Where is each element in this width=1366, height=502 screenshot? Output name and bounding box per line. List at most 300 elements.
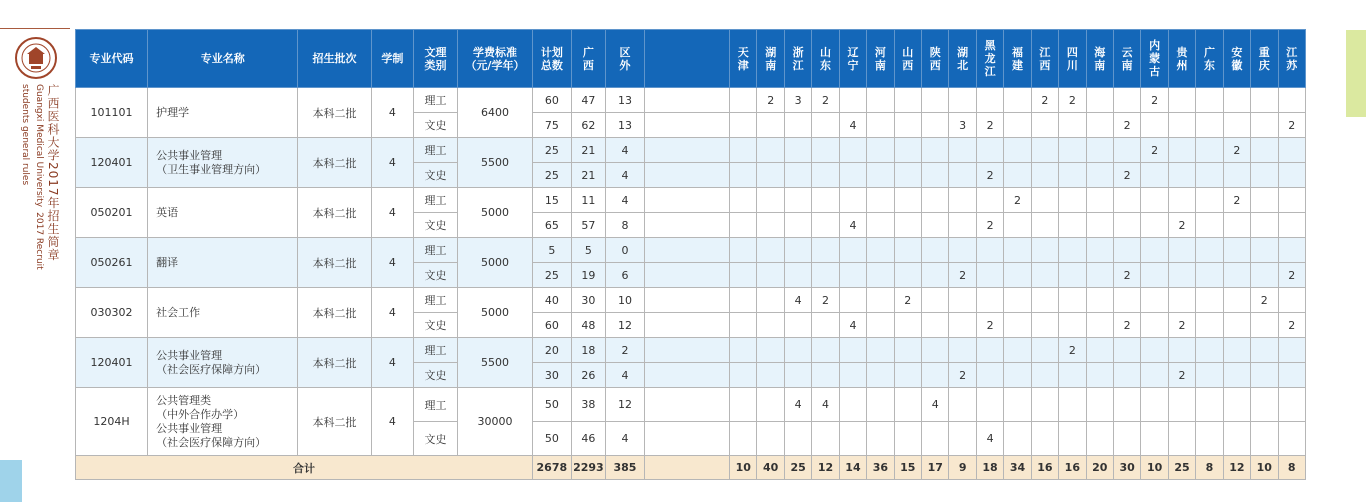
fee: 5000 xyxy=(457,238,532,288)
total-row xyxy=(76,456,1306,480)
header-province: 湖 北 xyxy=(949,30,976,88)
province-count xyxy=(1196,213,1223,238)
province-count xyxy=(1223,313,1250,338)
plan-total: 25 xyxy=(533,138,572,163)
total-province: 16 xyxy=(1031,456,1058,480)
header-outside: 区 外 xyxy=(606,30,645,88)
province-count xyxy=(1113,422,1140,456)
subject-type: 文史 xyxy=(414,422,458,456)
guangxi-count: 21 xyxy=(571,163,606,188)
province-count xyxy=(1031,388,1058,422)
province-count xyxy=(784,363,811,388)
province-count xyxy=(757,188,784,213)
province-count: 2 xyxy=(1278,113,1306,138)
major-name: 翻译 xyxy=(148,238,298,288)
years: 4 xyxy=(371,88,414,138)
province-count xyxy=(1251,313,1278,338)
plan-total: 50 xyxy=(533,422,572,456)
total-province: 9 xyxy=(949,456,976,480)
guangxi-count: 38 xyxy=(571,388,606,422)
province-count xyxy=(1223,238,1250,263)
province-count xyxy=(1278,288,1306,313)
header-spacer xyxy=(644,30,729,88)
province-count xyxy=(867,213,894,238)
major-code: 030302 xyxy=(76,288,148,338)
header-province: 山 东 xyxy=(812,30,839,88)
province-count xyxy=(839,263,866,288)
province-count xyxy=(1004,238,1031,263)
province-count xyxy=(812,163,839,188)
province-count xyxy=(1004,113,1031,138)
province-count xyxy=(976,188,1003,213)
outside-count: 10 xyxy=(606,288,645,313)
province-count xyxy=(1223,388,1250,422)
province-count: 2 xyxy=(1113,163,1140,188)
total-province: 17 xyxy=(922,456,949,480)
header-province: 山 西 xyxy=(894,30,921,88)
fee: 6400 xyxy=(457,88,532,138)
subject-type: 理工 xyxy=(414,138,458,163)
province-count: 2 xyxy=(1059,338,1086,363)
total-province: 40 xyxy=(757,456,784,480)
outside-count: 6 xyxy=(606,263,645,288)
province-count xyxy=(757,213,784,238)
total-province: 10 xyxy=(730,456,757,480)
side-title-en-1: Guangxi Medical University xyxy=(34,84,44,208)
province-count xyxy=(894,213,921,238)
province-count xyxy=(812,138,839,163)
province-count xyxy=(757,313,784,338)
province-count xyxy=(1168,163,1195,188)
province-count xyxy=(949,188,976,213)
province-count xyxy=(894,113,921,138)
total-province: 8 xyxy=(1196,456,1223,480)
province-count xyxy=(1196,88,1223,113)
province-count xyxy=(839,338,866,363)
total-province: 16 xyxy=(1059,456,1086,480)
province-count xyxy=(1004,313,1031,338)
province-count xyxy=(894,188,921,213)
province-count xyxy=(1031,138,1058,163)
province-count xyxy=(1031,313,1058,338)
fee: 5000 xyxy=(457,288,532,338)
province-count xyxy=(867,138,894,163)
province-count xyxy=(1004,138,1031,163)
province-count xyxy=(894,388,921,422)
province-count xyxy=(730,238,757,263)
province-count xyxy=(730,88,757,113)
province-count: 4 xyxy=(976,422,1003,456)
province-count xyxy=(949,388,976,422)
province-count: 2 xyxy=(1059,88,1086,113)
fee: 5500 xyxy=(457,138,532,188)
province-count xyxy=(1141,388,1168,422)
province-count xyxy=(922,363,949,388)
province-count xyxy=(922,338,949,363)
province-count xyxy=(1031,363,1058,388)
total-province: 8 xyxy=(1278,456,1306,480)
province-count xyxy=(1004,88,1031,113)
province-count xyxy=(1196,163,1223,188)
guangxi-count: 21 xyxy=(571,138,606,163)
province-count: 4 xyxy=(812,388,839,422)
outside-count: 8 xyxy=(606,213,645,238)
plan-total: 40 xyxy=(533,288,572,313)
years: 4 xyxy=(371,338,414,388)
province-count xyxy=(1168,188,1195,213)
province-count xyxy=(839,288,866,313)
header-province: 江 西 xyxy=(1031,30,1058,88)
province-count xyxy=(757,113,784,138)
enrollment-plan-table xyxy=(75,29,1306,480)
province-count xyxy=(730,213,757,238)
years: 4 xyxy=(371,238,414,288)
table-row xyxy=(76,238,1306,263)
province-count xyxy=(757,238,784,263)
province-count xyxy=(867,422,894,456)
province-count xyxy=(757,422,784,456)
plan-total: 60 xyxy=(533,88,572,113)
province-count xyxy=(1004,288,1031,313)
province-count xyxy=(1086,288,1113,313)
subject-type: 文史 xyxy=(414,163,458,188)
total-province: 15 xyxy=(894,456,921,480)
province-count: 2 xyxy=(949,363,976,388)
province-count xyxy=(812,238,839,263)
province-count xyxy=(949,213,976,238)
province-count xyxy=(730,422,757,456)
province-count xyxy=(1031,113,1058,138)
plan-total: 15 xyxy=(533,188,572,213)
outside-count: 0 xyxy=(606,238,645,263)
province-count xyxy=(757,138,784,163)
province-count xyxy=(949,313,976,338)
province-count xyxy=(922,213,949,238)
province-count xyxy=(976,388,1003,422)
major-name: 公共事业管理 （社会医疗保障方向） xyxy=(148,338,298,388)
province-count xyxy=(812,113,839,138)
spacer-cell xyxy=(644,388,729,422)
subject-type: 理工 xyxy=(414,388,458,422)
plan-total: 75 xyxy=(533,113,572,138)
header-province: 江 苏 xyxy=(1278,30,1306,88)
plan-total: 60 xyxy=(533,313,572,338)
subject-type: 文史 xyxy=(414,363,458,388)
university-seal-icon xyxy=(14,36,58,80)
total-province: 18 xyxy=(976,456,1003,480)
province-count xyxy=(1223,88,1250,113)
province-count xyxy=(1278,422,1306,456)
total-province: 30 xyxy=(1113,456,1140,480)
province-count xyxy=(922,138,949,163)
side-title xyxy=(18,84,60,294)
header-province: 辽 宁 xyxy=(839,30,866,88)
province-count xyxy=(1031,188,1058,213)
province-count xyxy=(922,422,949,456)
guangxi-count: 11 xyxy=(571,188,606,213)
province-count xyxy=(1278,363,1306,388)
province-count xyxy=(1086,422,1113,456)
province-count xyxy=(730,388,757,422)
province-count xyxy=(922,288,949,313)
plan-total: 25 xyxy=(533,263,572,288)
province-count: 2 xyxy=(1278,263,1306,288)
province-count xyxy=(1059,213,1086,238)
major-name: 公共事业管理 （卫生事业管理方向） xyxy=(148,138,298,188)
province-count xyxy=(1086,88,1113,113)
province-count xyxy=(976,88,1003,113)
province-count xyxy=(1059,263,1086,288)
header-province: 安 徽 xyxy=(1223,30,1250,88)
province-count xyxy=(1168,422,1195,456)
total-province: 10 xyxy=(1141,456,1168,480)
header-province: 河 南 xyxy=(867,30,894,88)
province-count: 2 xyxy=(976,313,1003,338)
province-count xyxy=(922,163,949,188)
guangxi-count: 47 xyxy=(571,88,606,113)
province-count xyxy=(1278,338,1306,363)
province-count: 4 xyxy=(922,388,949,422)
province-count: 2 xyxy=(976,163,1003,188)
major-name: 公共管理类 （中外合作办学） 公共事业管理 （社会医疗保障方向） xyxy=(148,388,298,456)
province-count xyxy=(949,238,976,263)
province-count xyxy=(784,138,811,163)
guangxi-count: 19 xyxy=(571,263,606,288)
outside-count: 4 xyxy=(606,138,645,163)
table-row xyxy=(76,338,1306,363)
province-count xyxy=(757,163,784,188)
province-count xyxy=(1113,238,1140,263)
outside-count: 13 xyxy=(606,88,645,113)
subject-type: 文史 xyxy=(414,263,458,288)
province-count: 4 xyxy=(839,213,866,238)
guangxi-count: 5 xyxy=(571,238,606,263)
years: 4 xyxy=(371,288,414,338)
province-count xyxy=(1196,113,1223,138)
outside-count: 4 xyxy=(606,163,645,188)
province-count xyxy=(949,288,976,313)
province-count xyxy=(1059,238,1086,263)
province-count xyxy=(1113,88,1140,113)
province-count xyxy=(1251,263,1278,288)
header-province: 黑 龙 江 xyxy=(976,30,1003,88)
header-name: 专业名称 xyxy=(148,30,298,88)
province-count xyxy=(1251,138,1278,163)
batch: 本科二批 xyxy=(298,88,371,138)
province-count xyxy=(1004,363,1031,388)
province-count xyxy=(976,263,1003,288)
province-count xyxy=(1251,88,1278,113)
plan-total: 65 xyxy=(533,213,572,238)
province-count xyxy=(784,188,811,213)
province-count xyxy=(812,313,839,338)
province-count xyxy=(1004,263,1031,288)
province-count xyxy=(1059,163,1086,188)
years: 4 xyxy=(371,388,414,456)
province-count xyxy=(1086,163,1113,188)
outside-count: 4 xyxy=(606,363,645,388)
province-count xyxy=(1031,213,1058,238)
province-count: 2 xyxy=(894,288,921,313)
major-code: 101101 xyxy=(76,88,148,138)
subject-type: 理工 xyxy=(414,238,458,263)
total-province: 20 xyxy=(1086,456,1113,480)
fee: 30000 xyxy=(457,388,532,456)
header-guangxi: 广 西 xyxy=(571,30,606,88)
province-count xyxy=(1196,422,1223,456)
province-count xyxy=(784,313,811,338)
province-count xyxy=(922,263,949,288)
header-province: 贵 州 xyxy=(1168,30,1195,88)
province-count xyxy=(812,422,839,456)
outside-count: 12 xyxy=(606,313,645,338)
province-count xyxy=(757,338,784,363)
province-count xyxy=(1141,188,1168,213)
province-count xyxy=(1141,313,1168,338)
subject-type: 文史 xyxy=(414,213,458,238)
side-title-cn: 广西医科大学2017年招生简章 xyxy=(46,84,60,262)
province-count xyxy=(1141,213,1168,238)
header-plan-total: 计划 总数 xyxy=(533,30,572,88)
total-province: 14 xyxy=(839,456,866,480)
province-count xyxy=(1223,163,1250,188)
subject-type: 理工 xyxy=(414,188,458,213)
province-count: 4 xyxy=(839,313,866,338)
province-count xyxy=(976,138,1003,163)
header-province: 广 东 xyxy=(1196,30,1223,88)
subject-type: 理工 xyxy=(414,88,458,113)
years: 4 xyxy=(371,188,414,238)
province-count xyxy=(812,263,839,288)
fee: 5500 xyxy=(457,338,532,388)
province-count: 2 xyxy=(1168,363,1195,388)
side-title-en-2: 2017 Recruit students general rules xyxy=(20,84,44,270)
province-count xyxy=(894,138,921,163)
province-count xyxy=(894,422,921,456)
province-count xyxy=(784,213,811,238)
province-count xyxy=(1168,263,1195,288)
province-count xyxy=(1278,163,1306,188)
header-code: 专业代码 xyxy=(76,30,148,88)
province-count xyxy=(1196,138,1223,163)
province-count xyxy=(839,388,866,422)
total-guangxi: 2293 xyxy=(571,456,606,480)
table-row xyxy=(76,388,1306,422)
header-province: 内 蒙 古 xyxy=(1141,30,1168,88)
province-count xyxy=(1196,363,1223,388)
province-count xyxy=(976,363,1003,388)
province-count: 2 xyxy=(949,263,976,288)
province-count: 2 xyxy=(1031,88,1058,113)
header-rule xyxy=(0,28,70,29)
total-plan: 2678 xyxy=(533,456,572,480)
province-count xyxy=(1251,238,1278,263)
province-count xyxy=(1141,363,1168,388)
province-count: 2 xyxy=(1278,313,1306,338)
province-count: 2 xyxy=(1223,138,1250,163)
header-province: 湖 南 xyxy=(757,30,784,88)
province-count xyxy=(867,288,894,313)
guangxi-count: 48 xyxy=(571,313,606,338)
province-count xyxy=(1086,338,1113,363)
outside-count: 12 xyxy=(606,388,645,422)
province-count xyxy=(757,263,784,288)
province-count xyxy=(922,88,949,113)
province-count xyxy=(1223,213,1250,238)
province-count xyxy=(812,213,839,238)
province-count xyxy=(1031,288,1058,313)
major-code: 050201 xyxy=(76,188,148,238)
province-count xyxy=(1141,163,1168,188)
plan-total: 50 xyxy=(533,388,572,422)
province-count: 2 xyxy=(1113,263,1140,288)
batch: 本科二批 xyxy=(298,238,371,288)
province-count xyxy=(1031,263,1058,288)
province-count xyxy=(1196,188,1223,213)
province-count xyxy=(1223,363,1250,388)
province-count xyxy=(839,238,866,263)
province-count xyxy=(812,363,839,388)
province-count: 2 xyxy=(1004,188,1031,213)
spacer-cell xyxy=(644,338,729,363)
total-outside: 385 xyxy=(606,456,645,480)
batch: 本科二批 xyxy=(298,188,371,238)
province-count xyxy=(1113,338,1140,363)
header-province: 四 川 xyxy=(1059,30,1086,88)
province-count xyxy=(976,288,1003,313)
province-count xyxy=(730,163,757,188)
header-province: 福 建 xyxy=(1004,30,1031,88)
spacer-cell xyxy=(644,163,729,188)
province-count xyxy=(1278,188,1306,213)
province-count xyxy=(1223,338,1250,363)
province-count xyxy=(867,113,894,138)
province-count xyxy=(1059,363,1086,388)
chapter-tab-green xyxy=(1346,30,1366,117)
province-count xyxy=(757,288,784,313)
outside-count: 4 xyxy=(606,188,645,213)
province-count xyxy=(867,313,894,338)
province-count: 3 xyxy=(949,113,976,138)
plan-total: 20 xyxy=(533,338,572,363)
spacer-cell xyxy=(644,138,729,163)
province-count: 2 xyxy=(1251,288,1278,313)
province-count xyxy=(1086,313,1113,338)
province-count xyxy=(1168,238,1195,263)
province-count xyxy=(1251,388,1278,422)
province-count xyxy=(784,422,811,456)
guangxi-count: 30 xyxy=(571,288,606,313)
province-count xyxy=(1168,288,1195,313)
plan-total: 5 xyxy=(533,238,572,263)
province-count xyxy=(1113,388,1140,422)
province-count xyxy=(1196,313,1223,338)
table-row xyxy=(76,288,1306,313)
total-province: 36 xyxy=(867,456,894,480)
province-count xyxy=(1086,238,1113,263)
province-count xyxy=(867,388,894,422)
total-province: 12 xyxy=(812,456,839,480)
province-count xyxy=(1113,363,1140,388)
spacer-cell xyxy=(644,88,729,113)
batch: 本科二批 xyxy=(298,138,371,188)
guangxi-count: 62 xyxy=(571,113,606,138)
province-count xyxy=(949,338,976,363)
province-count xyxy=(1031,422,1058,456)
province-count xyxy=(730,338,757,363)
province-count xyxy=(922,238,949,263)
years: 4 xyxy=(371,138,414,188)
